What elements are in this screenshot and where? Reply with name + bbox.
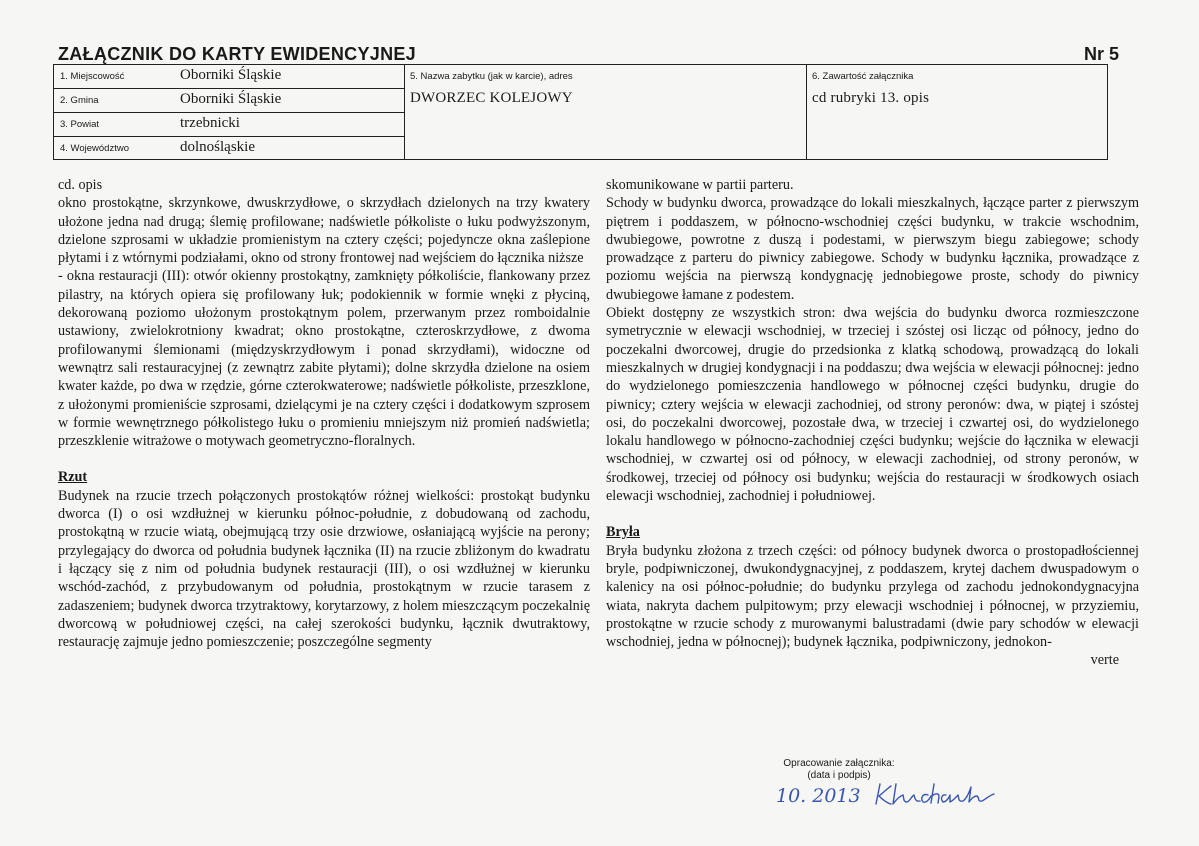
monument-name-label: 5. Nazwa zabytku (jak w karcie), adres bbox=[410, 71, 573, 82]
monument-name-value: DWORZEC KOLEJOWY bbox=[410, 90, 573, 106]
paragraph-windows: okno prostokątne, skrzynkowe, dwuskrzydłowe, o skrzydłach dzielonych na trzy kwatery ułożone jedna nad drugą; ślemię profilowane; nadświetle półkoliste o łuku podwyższonym, dzielone szprosami w układzie promienistym na cztery części; pojedyncze okna zaślepione płytami i z wtórnymi podziałami, okno od strony frontowej nad wejściem do łącznika niższe bbox=[58, 195, 590, 267]
header-table bbox=[53, 64, 1108, 160]
date-signature-label: (data i podpis) bbox=[807, 770, 871, 781]
field-value: trzebnicki bbox=[180, 115, 240, 131]
field-powiat bbox=[54, 113, 404, 137]
handwritten-date: 10. 2013 bbox=[776, 785, 861, 807]
field-label: 1. Miejscowość bbox=[60, 71, 125, 82]
field-value: Oborniki Śląskie bbox=[180, 91, 282, 107]
field-gmina bbox=[54, 89, 404, 113]
handwritten-signature bbox=[758, 778, 1018, 812]
continuation-label: cd. opis bbox=[58, 177, 103, 193]
verte-note: verte bbox=[1090, 652, 1119, 669]
field-label: 3. Powiat bbox=[60, 119, 100, 130]
section-heading-rzut: Rzut bbox=[58, 469, 88, 486]
right-column bbox=[606, 176, 1139, 670]
paragraph-stairs: Schody w budynku dworca, prowadzące do lokali mieszkalnych, łączące parter z pierwszym piętrem i poddaszem, w północno-wschodniej części budynku, w trakcie wschodnim, dwubiegowe, powrotne z duszą i podestami, w pierwszym biegu zabiegowe; schody prowadzące z parteru do piwnicy zabiegowe. Schody w budynku łącznika, prowadzące z poziomu wejścia na pierwszą kondygnację jednobiegowe proste, schody do piwnicy dwubiegowe łamane z podestem. bbox=[606, 195, 1139, 303]
paragraph-rzut: Budynek na rzucie trzech połączonych prostokątów różnej wielkości: prostokąt budynku dworca (I) o osi wzdłużnej w kierunku północ-południe, z dobudowaną od zachodu, prostokątną w rzucie wiatą, obejmującą trzy osie drzwiowe, osłaniającą wyjście na perony; przylegający do dworca od południa budynek łącznika (II) na rzucie zbliżonym do kwadratu i łączący się z nim od południa budynek restauracji (III), o osi wzdłużnej w kierunku wschód-zachód, z przybudowanym od południa, prostokątnym w rzucie tarasem z zadaszeniem; budynek dworca trzytraktowy, korytarzowy, z holem mieszczącym poczekalnię dworcową w południowej części, na całej szerokości budynku, łącznik dwutraktowy, restaurację zajmuje jedno pomieszczenie; poszczególne segmenty bbox=[58, 487, 590, 651]
section-heading-bryla: Bryła bbox=[606, 524, 640, 541]
field-label: 2. Gmina bbox=[60, 95, 99, 106]
monument-name-box bbox=[405, 65, 807, 159]
field-label: 4. Województwo bbox=[60, 143, 129, 154]
paragraph-restaurant-windows: - okna restauracji (III): otwór okienny prostokątny, zamknięty półkoliście, flankowany przez pilastry, na których opiera się profilowany łuk; podokiennik w formie wnęki z płyciną, dekorowaną poziomo ułożonym prostokątnym polem, przerwanym przez romboidalnie ustawiony, zwielokrotniony kwadrat; okno prostokątne, czteroskrzydłowe, z dwoma profilowanymi ślemionami (międzyskrzydłowym i ponad skrzydłami), widoczne od wewnątrz sali restauracyjnej (z zewnątrz zabite płytami); dolne skrzydła dzielone na osiem kwater każde, po dwa w rzędzie, górne czterokwaterowe; nadświetle półkoliste, przeszklone, z ułożonymi promieniście szprosami, dzielącymi je na cztery części i dodatkowym szprosem w formie wewnętrznego półkolistego łuku o promieniu mniejszym niż promień nadświetla; przeszklenie witrażowe o motywach geometryczno-floralnych. bbox=[58, 268, 590, 450]
attachment-content-value: cd rubryki 13. opis bbox=[812, 90, 930, 106]
document-title: ZAŁĄCZNIK DO KARTY EWIDENCYJNEJ bbox=[58, 44, 416, 64]
location-fields bbox=[54, 65, 405, 159]
field-wojewodztwo bbox=[54, 137, 404, 161]
field-value: dolnośląskie bbox=[180, 139, 255, 155]
attachment-content-box bbox=[807, 65, 1107, 159]
paragraph-entrances: Obiekt dostępny ze wszystkich stron: dwa wejścia do budynku dworca rozmieszczone symetrycznie w elewacji wschodniej, w trzeciej i szóstej osi licząc od północy, jedno do poczekalni dworcowej, drugie do przedsionka z klatką schodową, prowadzącą do lokali mieszkalnych w drugiej kondygnacji i na poddaszu; dwa wejścia w elewacji północnej: jedno do wydzielonego pomieszczenia handlowego w północnej części budynku, drugie do piwnicy; cztery wejścia w elewacji zachodniej, od strony peronów: dwa, w piątej i szóstej osi, do poczekalni dworcowej, pozostałe dwa, w trzeciej i czwartej osi, do wydzielonego lokalu handlowego w północno-zachodniej części budynku; wejście do łącznika w elewacji wschodniej, w czwartej osi od północy, w elewacji zachodniej, od strony peronów, w środkowej, trzeciej od północy osi budynku; wejścia do restauracji w środkowych osiach elewacji wschodniej, zachodniej i południowej. bbox=[606, 305, 1139, 505]
left-column bbox=[58, 176, 590, 651]
paragraph-bryla: Bryła budynku złożona z trzech części: od północy budynek dworca o prostopadłościennej bryle, podpiwniczonej, dwukondygnacyjnej, z poddaszem, krytej dachem dwuspadowym o kalenicy na osi północ-południe; do budynku przylega od zachodu jednokondygnacyjna wiata, nakryta dachem pulpitowym; przy elewacji wschodniej i północnej, w przyziemiu, prostokątne w rzucie schody z murowanymi balustradami (dwie pary schodów w elewacji wschodniej, jedna w północnej); budynek łącznika, podpiwniczony, jednokon- bbox=[606, 542, 1139, 651]
field-miejscowosc bbox=[54, 65, 404, 89]
attachment-number: Nr 5 bbox=[1083, 44, 1119, 64]
paragraph-continuation: skomunikowane w partii parteru. bbox=[606, 177, 794, 193]
prepared-by-label: Opracowanie załącznika: bbox=[783, 758, 895, 769]
attachment-content-label: 6. Zawartość załącznika bbox=[812, 71, 914, 82]
field-value: Oborniki Śląskie bbox=[180, 67, 282, 83]
